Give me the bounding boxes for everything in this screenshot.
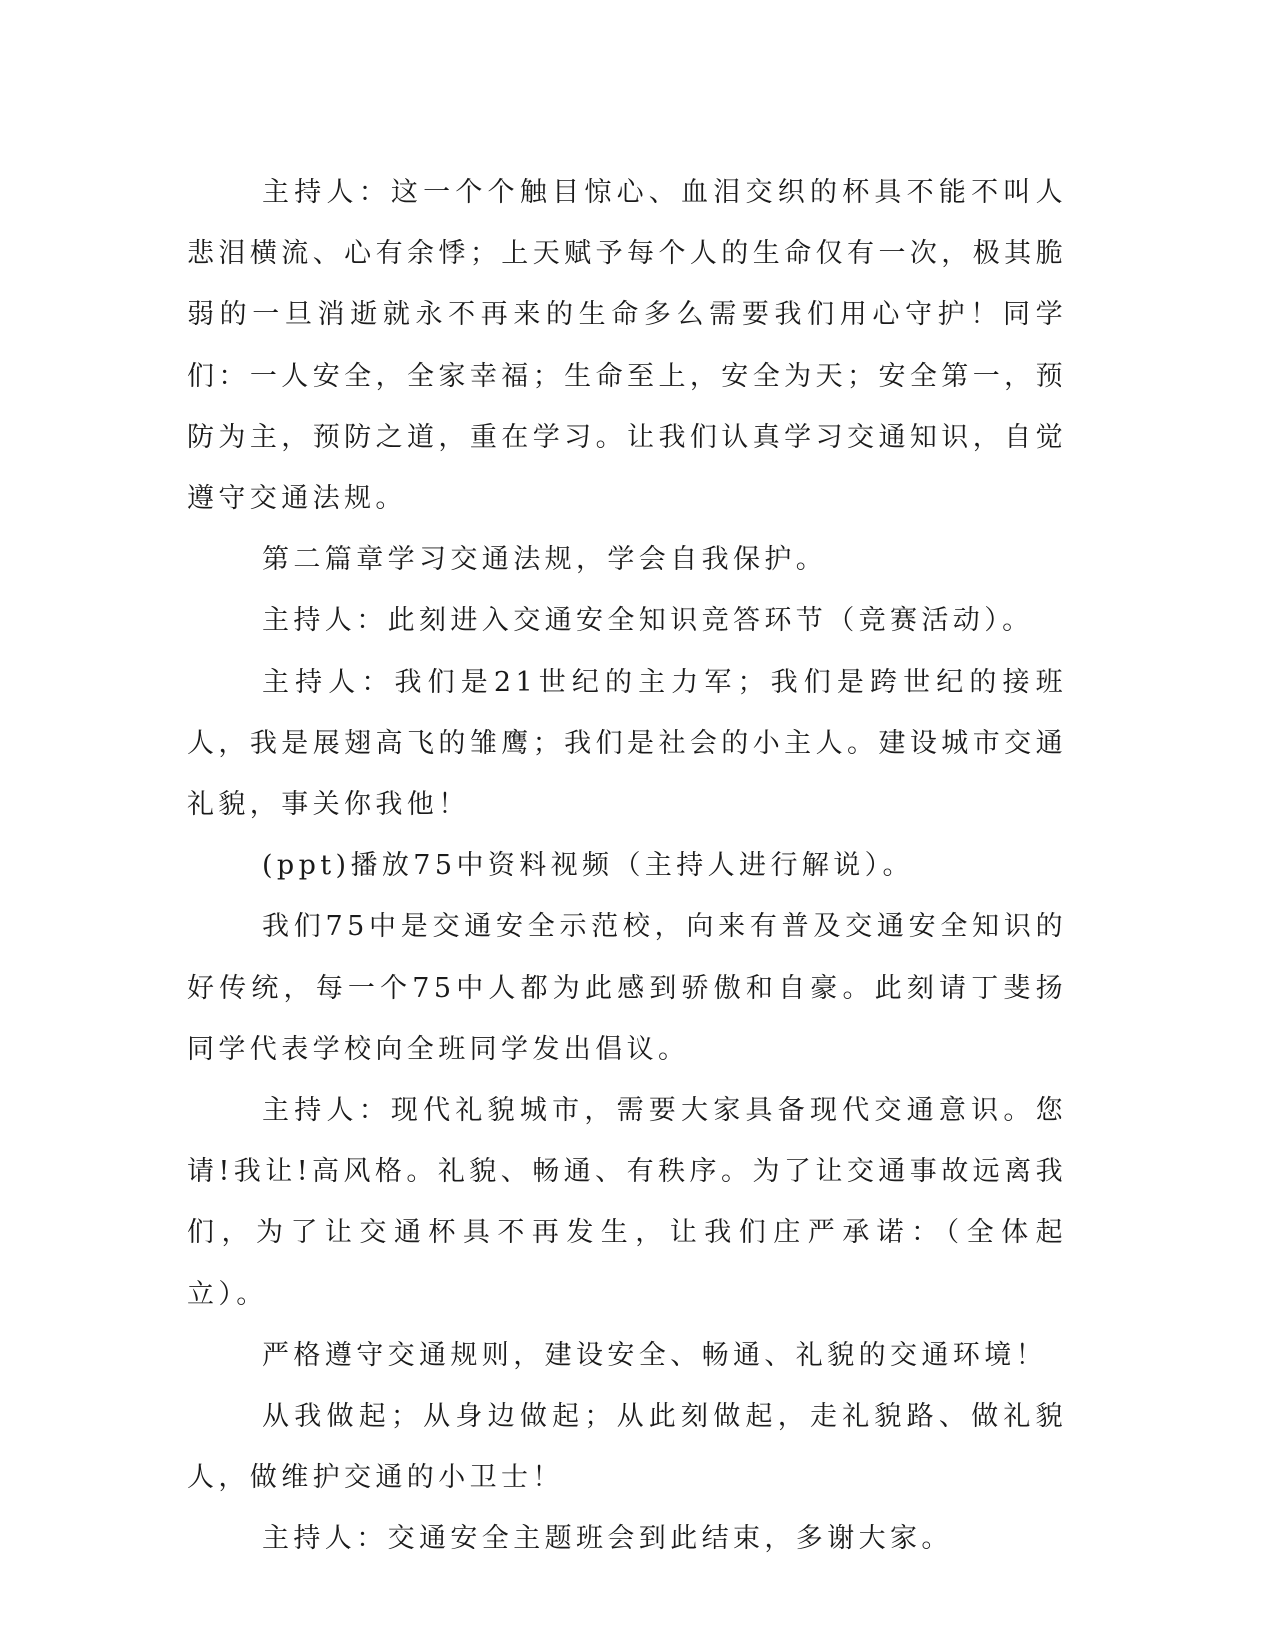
paragraph-2: 第二篇章学习交通法规，学会自我保护。: [262, 544, 828, 576]
document-body: [187, 162, 1067, 1570]
paragraph-1: 主持人：这一个个触目惊心、血泪交织的杯具不能不叫人悲泪横流、心有余悸；上天赋予每个人的生命仅有一次，极其脆弱的一旦消逝就永不再来的生命多么需要我们用心守护！同学们：一人安全，全家幸福；生命至上，安全为天；安全第一，预防为主，预防之道，重在学习。让我们认真学习交通知识，自觉遵守交通法规。: [187, 177, 1067, 515]
paragraph-10: 主持人：交通安全主题班会到此结束，多谢大家。: [262, 1523, 953, 1555]
paragraph-7: 主持人：现代礼貌城市，需要大家具备现代交通意识。您请!我让!高风格。礼貌、畅通、有秩序。为了让交通事故远离我们，为了让交通杯具不再发生，让我们庄严承诺：（全体起立）。: [187, 1095, 1067, 1310]
paragraph-4: 主持人：我们是21世纪的主力军；我们是跨世纪的接班人，我是展翅高飞的雏鹰；我们是社会的小主人。建设城市交通礼貌，事关你我他！: [187, 666, 1067, 821]
paragraph-5: (ppt)播放75中资料视频（主持人进行解说）。: [262, 850, 914, 882]
paragraph-9: 从我做起；从身边做起；从此刻做起，走礼貌路、做礼貌人，做维护交通的小卫士！: [187, 1401, 1067, 1494]
paragraph-3: 主持人：此刻进入交通安全知识竞答环节（竞赛活动）。: [262, 605, 1034, 637]
paragraph-8: 严格遵守交通规则，建设安全、畅通、礼貌的交通环境！: [262, 1339, 1047, 1371]
paragraph-6: 我们75中是交通安全示范校，向来有普及交通安全知识的好传统，每一个75中人都为此感到骄傲和自豪。此刻请丁斐扬同学代表学校向全班同学发出倡议。: [187, 911, 1067, 1065]
